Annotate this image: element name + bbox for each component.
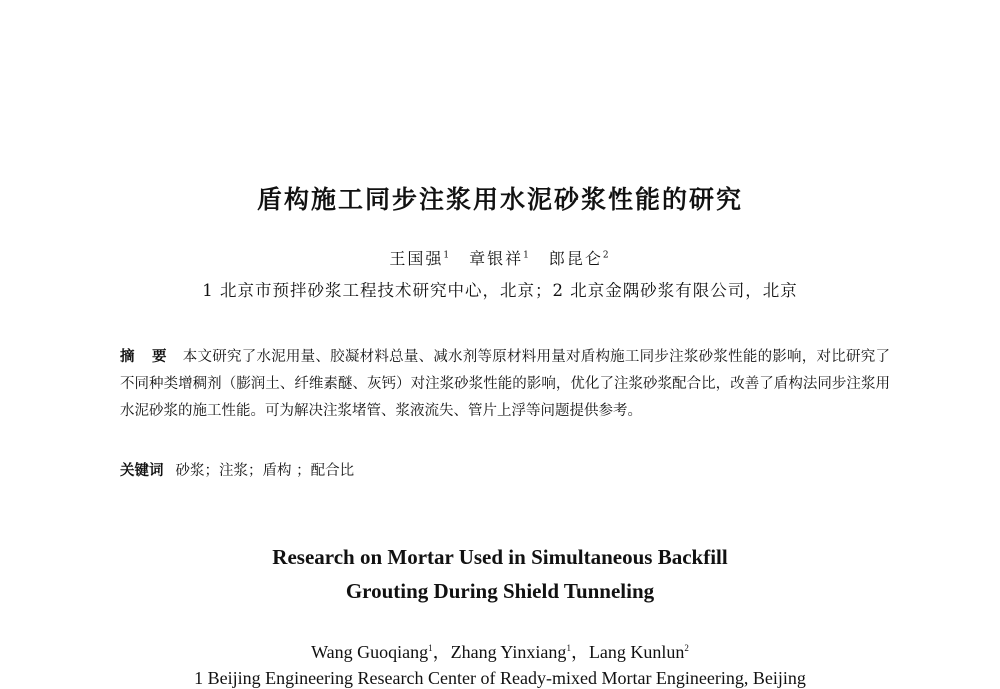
english-title-line-2: Grouting During Shield Tunneling xyxy=(345,579,655,603)
author-affiliation-mark: 2 xyxy=(684,643,689,653)
author-name: Wang Guoqiang xyxy=(311,642,429,662)
chinese-title: 盾构施工同步注浆用水泥砂浆性能的研究 xyxy=(256,185,743,214)
keywords-label: 关键词 xyxy=(120,463,164,479)
author-name: 章银祥 xyxy=(469,249,524,268)
chinese-authors xyxy=(0,246,1000,269)
author-affiliation-mark: 2 xyxy=(602,250,611,261)
abstract xyxy=(120,344,890,425)
author-affiliation-mark: 1 xyxy=(428,643,433,653)
abstract-label: 摘 要 xyxy=(120,349,173,365)
author-affiliation-mark: 1 xyxy=(566,643,571,653)
keywords xyxy=(120,459,890,480)
author-affiliation-mark: 1 xyxy=(523,250,531,261)
author-name: 郎昆仑 xyxy=(548,249,603,268)
author-affiliation-mark: 1 xyxy=(443,250,452,261)
english-authors: Wang Guoqiang$^1$，Zhang Yinxiang$^1$，Lang Kunlun$^2$ xyxy=(311,642,689,662)
english-affiliation: 1 Beijing Engineering Research Center of Ready-mixed Mortar Engineering, Beijing xyxy=(194,668,806,688)
author-name: Zhang Yinxiang xyxy=(450,642,567,662)
author-name: 王国强 xyxy=(389,249,444,268)
keywords-text: 砂浆；注浆；盾构 ；配合比 xyxy=(175,463,355,479)
author-name: Lang Kunlun xyxy=(588,642,685,662)
english-title-line-1: Research on Mortar Used in Simultaneous Backfill xyxy=(272,545,728,569)
abstract-text: 本文研究了水泥用量、胶凝材料总量、减水剂等原材料用量对盾构施工同步注浆砂浆性能的影响，对比研究了不同种类增稠剂（膨润土、纤维素醚、灰钙）对注浆砂浆性能的影响，优化了注浆砂浆配合比，改善了盾构法同步注浆用水泥砂浆的施工性能。可为解决注浆堵管、浆液流失、管片上浮等问题提供参考。 xyxy=(120,349,890,419)
chinese-affiliation: 1 北京市预拌砂浆工程技术研究中心，北京；2 北京金隅砂浆有限公司，北京 xyxy=(202,281,798,300)
